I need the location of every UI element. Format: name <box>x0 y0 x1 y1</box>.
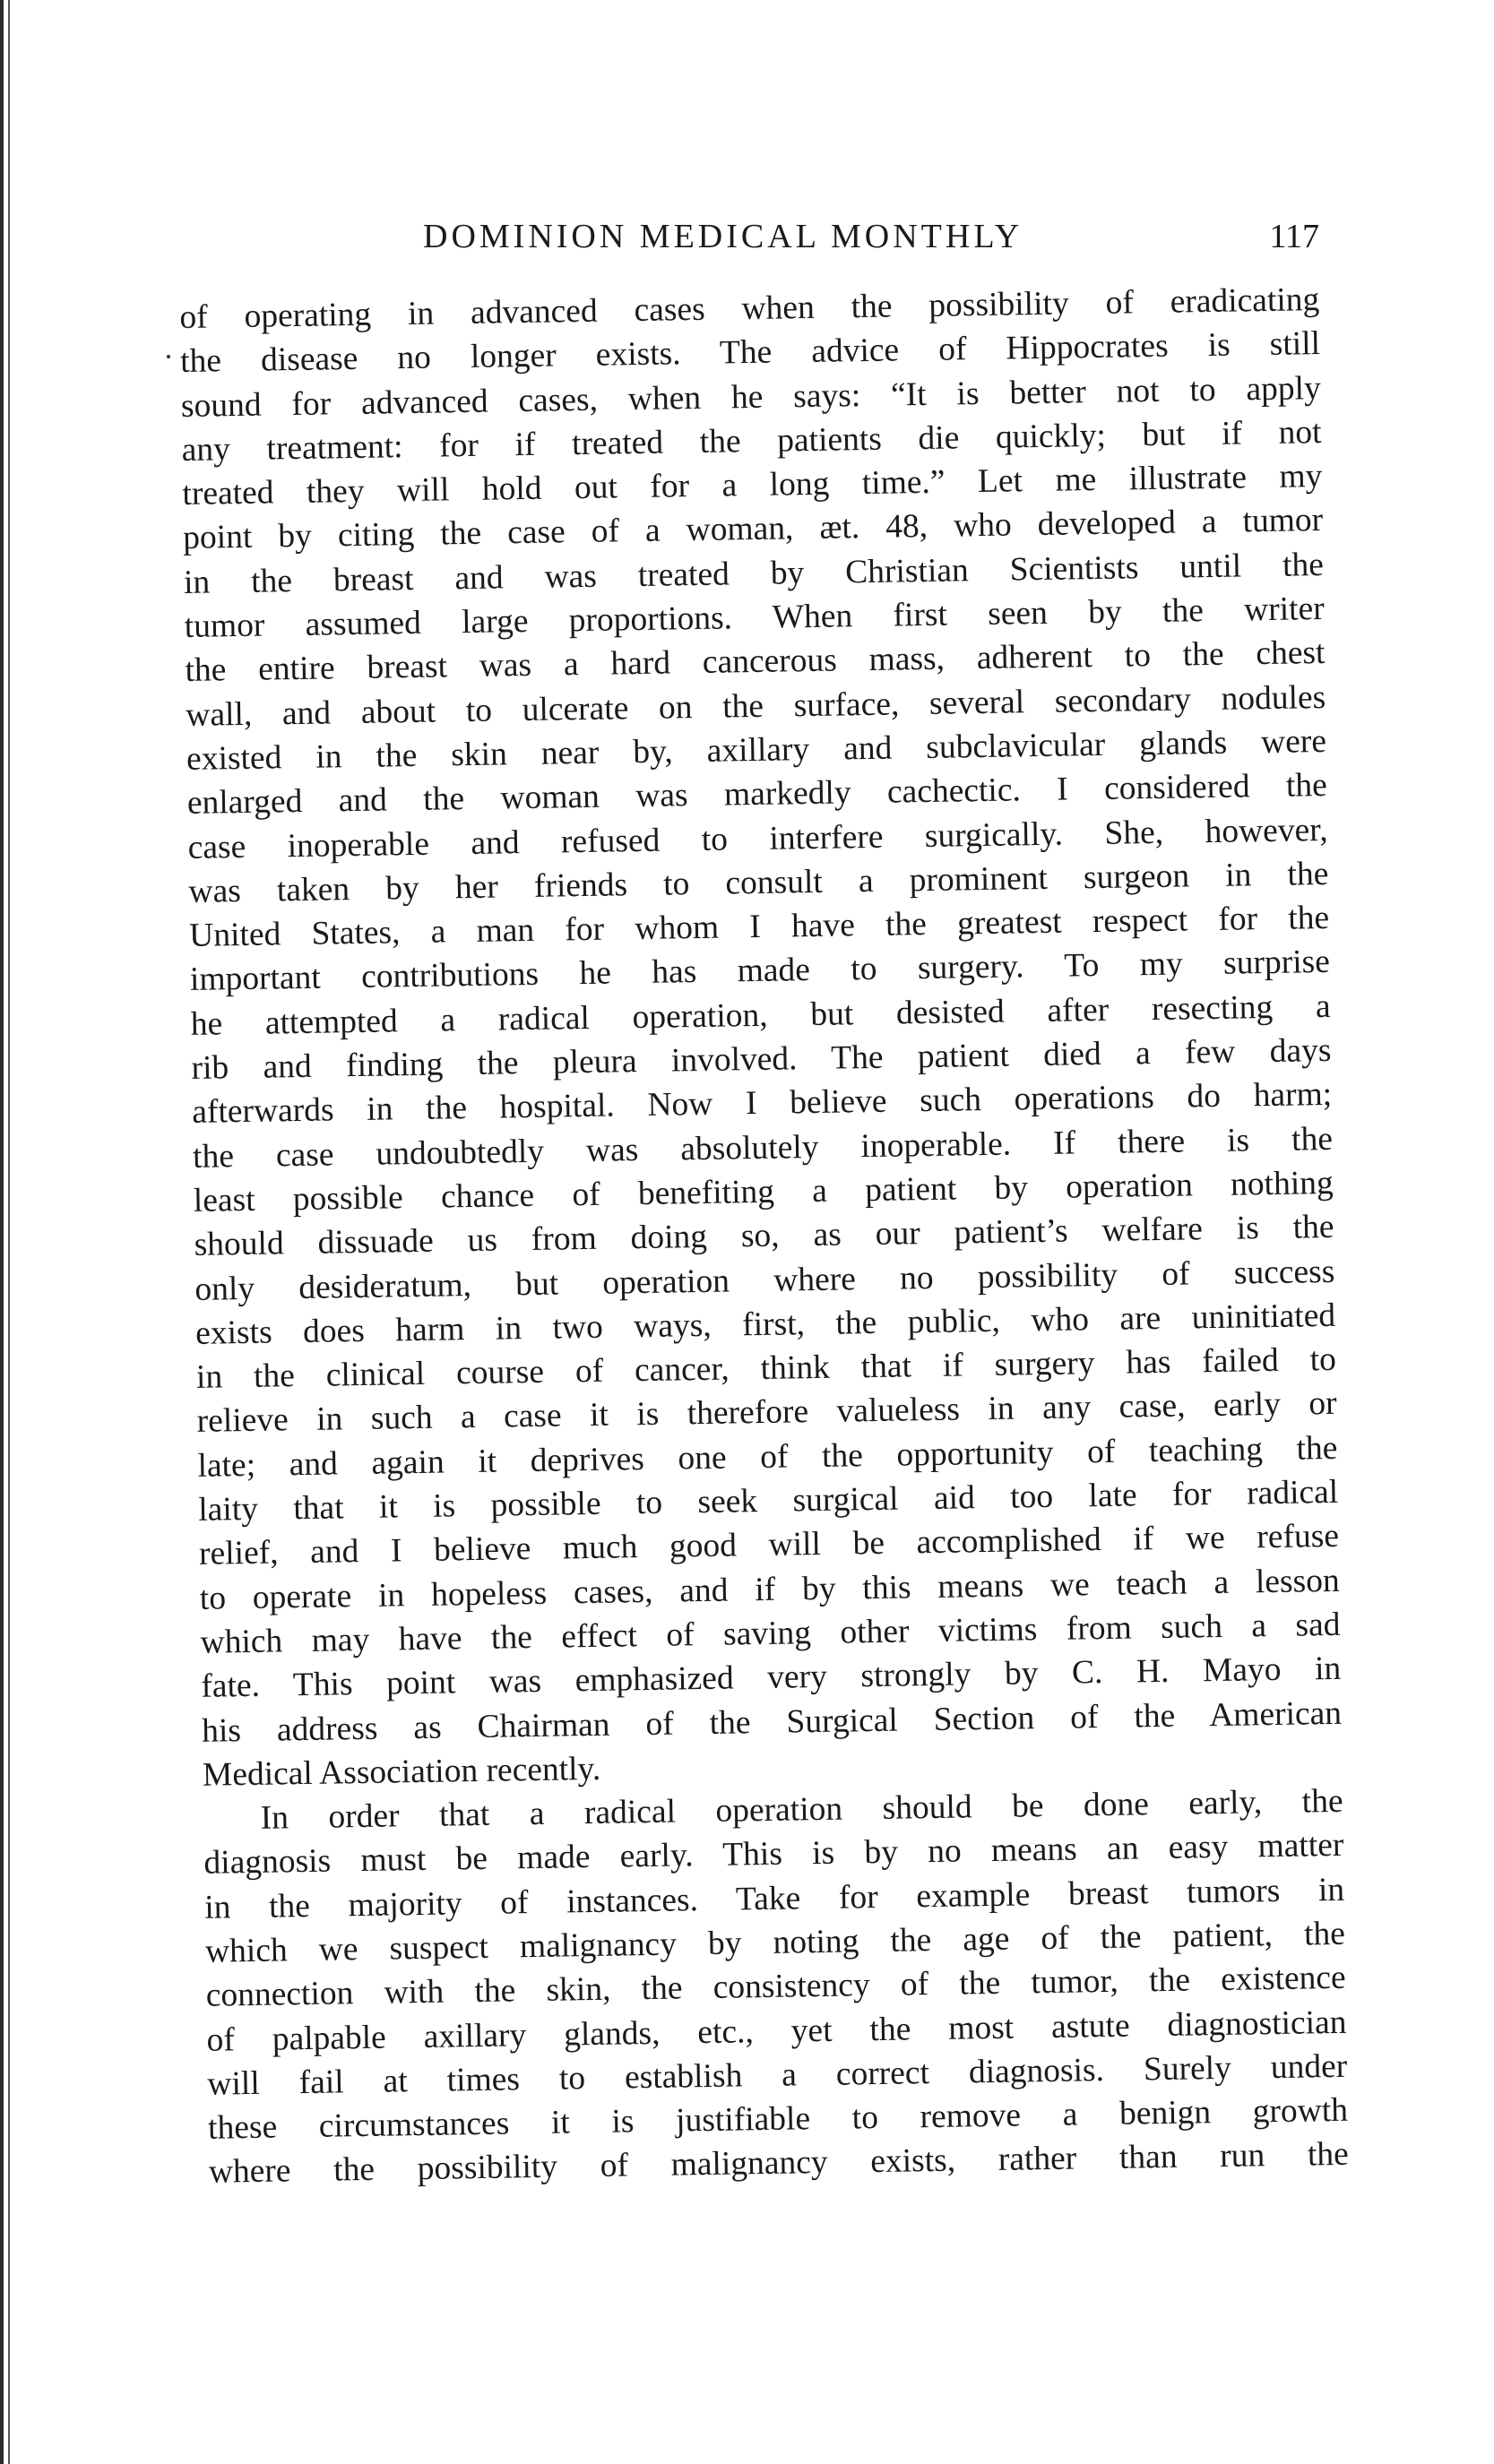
text-line: wall, and about to ulcerate on the surface, several secondary nodules <box>186 678 1326 734</box>
text-line: United States, a man for whom I have the greatest respect for the <box>188 900 1330 955</box>
paragraph-start-line: In order that a radical operation should be done early, the <box>260 1782 1343 1837</box>
text-line: relief, and I believe much good will be accomplished if we refuse <box>198 1518 1340 1573</box>
text-line: should dissuade us from doing so, as our patient’s welfare is the <box>194 1209 1334 1264</box>
text-line: point by citing the case of a woman, æt. 48, who developed a tumor <box>182 502 1324 557</box>
text-line: in the clinical course of cancer, think that if surgery has failed to <box>195 1340 1337 1396</box>
text-line: which we suspect malignancy by noting the age of the patient, the <box>204 1915 1346 1970</box>
text-line: the entire breast was a hard cancerous mass, adherent to the chest <box>185 634 1326 690</box>
text-line: his address as Chairman of the Surgical Section of the American <box>201 1694 1343 1750</box>
text-line: which may have the effect of saving other victims from such a sad <box>200 1606 1341 1661</box>
text-line: treated they will hold out for a long time.” Let me illustrate my <box>182 458 1323 513</box>
text-line: the disease no longer exists. The advice of Hippocrates is still <box>179 325 1321 381</box>
page-number: 117 <box>1269 218 1319 255</box>
text-line: laity that it is possible to seek surgical aid too late for radical <box>197 1473 1339 1529</box>
running-head: DOMINION MEDICAL MONTHLY <box>423 218 1023 255</box>
text-line: rib and finding the pleura involved. The patient died a few days <box>191 1031 1332 1087</box>
text-line: any treatment: for if treated the patients die quickly; but if not <box>181 413 1322 469</box>
article-body <box>179 278 1349 2194</box>
text-line: least possible chance of benefiting a patient by operation nothing <box>193 1164 1334 1219</box>
text-line: he attempted a radical operation, but desisted after resecting a <box>190 987 1331 1043</box>
text-line: connection with the skin, the consistency of the tumor, the existence <box>205 1960 1346 2015</box>
text-line: these circumstances it is justifiable to remove a benign growth <box>207 2091 1349 2147</box>
text-line: exists does harm in two ways, first, the public, who are uninitiated <box>194 1297 1336 1352</box>
text-line: diagnosis must be made early. This is by no means an easy matter <box>203 1827 1344 1882</box>
text-line: in the breast and was treated by Christian Scientists until the <box>183 546 1325 601</box>
page-header <box>179 217 1319 271</box>
text-line: tumor assumed large proportions. When first seen by the writer <box>184 590 1325 646</box>
text-line: of operating in advanced cases when the possibility of eradicating <box>179 281 1320 336</box>
scan-binding-edge <box>0 0 16 2464</box>
text-line: important contributions he has made to surgery. To my surprise <box>189 943 1331 999</box>
text-line: relieve in such a case it is therefore valueless in any case, early or <box>196 1385 1337 1441</box>
text-line: where the possibility of malignancy exists, rather than run the <box>208 2136 1350 2192</box>
text-line: of palpable axillary glands, etc., yet the most astute diagnostician <box>206 2003 1347 2059</box>
text-line: sound for advanced cases, when he says: “It is better not to apply <box>180 369 1322 425</box>
text-line: to operate in hopeless cases, and if by this means we teach a lesson <box>199 1562 1341 1617</box>
text-line: fate. This point was emphasized very strongly by C. H. Mayo in <box>201 1650 1342 1706</box>
text-line: the case undoubtedly was absolutely inoperable. If there is the <box>192 1120 1334 1176</box>
text-line: case inoperable and refused to interfere surgically. She, however, <box>187 811 1328 866</box>
text-line: in the majority of instances. Take for example breast tumors in <box>203 1871 1345 1926</box>
text-line: only desideratum, but operation where no possibility of success <box>194 1253 1335 1308</box>
text-line: enlarged and the woman was markedly cachectic. I considered the <box>186 767 1328 823</box>
text-line: late; and again it deprives one of the opportunity of teaching the <box>197 1429 1338 1485</box>
paragraph-end-line: Medical Association recently. <box>202 1750 601 1794</box>
text-line: afterwards in the hospital. Now I believe such operations do harm; <box>192 1076 1333 1132</box>
text-line: existed in the skin near by, axillary and subclavicular glands were <box>186 722 1327 778</box>
text-line: was taken by her friends to consult a prominent surgeon in the <box>188 855 1329 910</box>
margin-mark <box>167 355 170 358</box>
text-line: will fail at times to establish a correct diagnosis. Surely under <box>207 2047 1348 2103</box>
